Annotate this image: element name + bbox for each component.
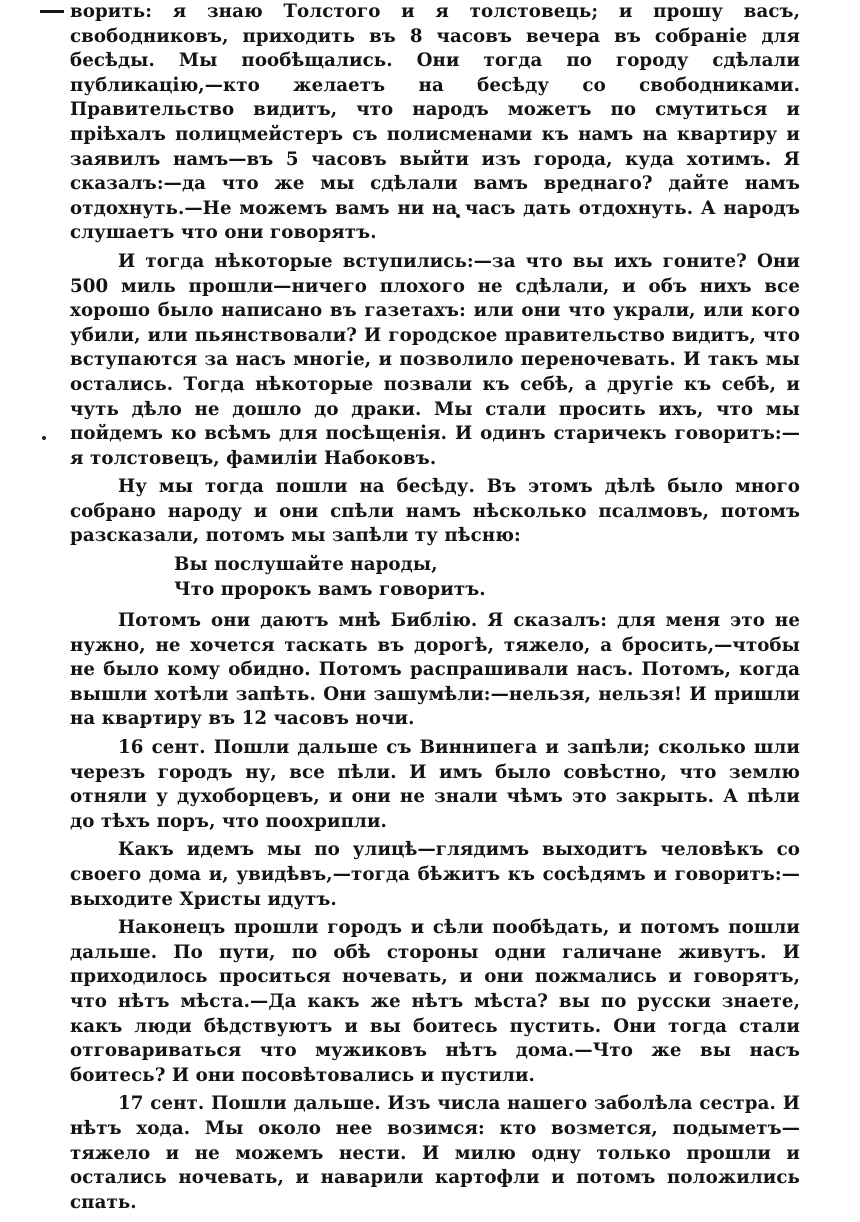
paragraph: Какъ идемъ мы по улицѣ—глядимъ выходитъ человѣкъ со своего дома и, увидѣвъ,—тогда бѣжитъ къ сосѣдямъ и говоритъ:—выходите Христы идутъ. <box>70 839 800 910</box>
paragraph-dated-entry: 17 сент. Пошли дальше. Изъ числа нашего заболѣла сестра. И нѣтъ хода. Мы около нее возимся: кто возмется, подыметъ—тяжело и не можемъ нести. И милю одну только прошли и остались ночевать, и наварили картофли и потомъ положились спать. <box>70 1093 800 1213</box>
verse-line: Что пророкъ вамъ говоритъ. <box>174 579 486 601</box>
paragraph: Потомъ они даютъ мнѣ Библію. Я сказалъ: для меня это не нужно, не хочется таскать въ дорогѣ, тяжело, а бросить,—чтобы не было кому обидно. Потомъ распрашивали насъ. Потомъ, когда вышли хотѣли запѣть. Они зашумѣли:—нельзя, нельзя! И пришли на квартиру въ 12 часовъ ночи. <box>70 610 800 730</box>
paragraph-dated-entry: 16 сент. Пошли дальше съ Виннипега и запѣли; сколько шли черезъ городъ ну, все пѣли. И имъ было совѣстно, что землю отняли у духоборцевъ, и они не знали чѣмъ это закрыть. А пѣли до тѣхъ поръ, что поохрипли. <box>70 737 800 832</box>
verse-line: Вы послушайте народы, <box>174 554 438 576</box>
verse-quote <box>70 553 800 603</box>
paragraph-continued: ворить: я знаю Толстого и я толстовець; и прошу васъ, свободниковъ, приходить въ 8 часовъ вечера въ собраніе для бесѣды. Мы пообѣщались. Они тогда по городу сдѣлали публикацію,—кто желаетъ на бесѣду со свободниками. Правительство видитъ, что народъ можетъ по смутиться и пріѣхалъ полицмейстеръ съ полисменами къ намъ на квартиру и заявилъ намъ—въ 5 часовъ выйти изъ города, куда хотимъ. Я сказалъ:—да что же мы сдѣлали вамъ вреднаго? дайте намъ отдохнуть.—Не можемъ вамъ ни на часъ дать отдохнуть. А народъ слушаетъ что они говорятъ. <box>70 1 800 244</box>
margin-dash-mark <box>40 10 64 13</box>
paragraph: Наконецъ прошли городъ и сѣли пообѣдать, и потомъ пошли дальше. По пути, по обѣ стороны одни галичане живутъ. И приходилось проситься ночевать, и они пожмались и говорятъ, что нѣтъ мѣста.—Да какъ же нѣтъ мѣста? вы по русски знаете, какъ люди бѣдствуютъ и вы боитесь пустить. Они тогда стали отговариваться что мужиковъ нѣтъ дома.—Что же вы насъ боитесь? И они посовѣтовались и пустили. <box>70 917 800 1086</box>
print-speck <box>42 436 46 440</box>
body-text <box>70 0 800 1219</box>
paragraph: Ну мы тогда пошли на бесѣду. Въ этомъ дѣлѣ было много собрано народу и они спѣли намъ нѣсколько псалмовъ, потомъ разсказали, потомъ мы запѣли ту пѣсню: <box>70 476 800 547</box>
paragraph: И тогда нѣкоторые вступились:—за что вы ихъ гоните? Они 500 миль прошли—ничего плохого не сдѣлали, и объ нихъ все хорошо было написано въ газетахъ: или они что украли, или кого убили, или пьянствовали? И городское правительство видитъ, что вступаются за насъ многіе, и позволило переночевать. И такъ мы остались. Тогда нѣкоторые позвали къ себѣ, а другіе къ себѣ, и чуть дѣло не дошло до драки. Мы стали просить ихъ, что мы пойдемъ ко всѣмъ для посѣщенія. И одинъ старичекъ говоритъ:—я толстовецъ, фамиліи Набоковъ. <box>70 250 800 469</box>
